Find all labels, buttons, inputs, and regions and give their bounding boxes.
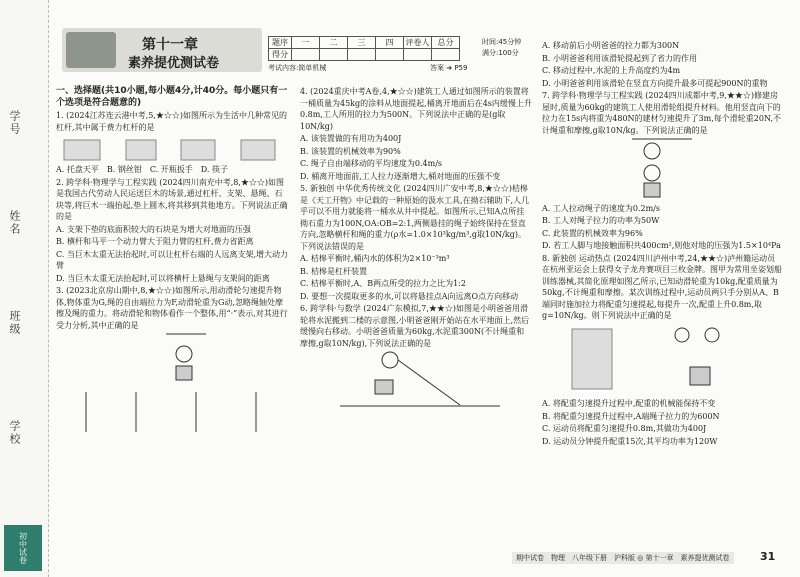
score-cell — [348, 49, 376, 61]
question-6: 6. 跨学科·与数学 (2024广东模拟,7,★★☆)如图是小明爸爸用滑轮将水泥搬到二楼的示意图,小明爸爸刚开始站在水平地面上,然后缓慢向右移动。小明爸爸质量为60kg,水泥重300N(不计绳重和摩擦,g取10N/kg),下列说法正确的是 — [300, 304, 530, 348]
q6-option-a: A. 移动前后小明爸爸的拉力都为300N — [542, 41, 680, 50]
q7-option-b: B. 工人对绳子拉力的功率为50W — [542, 216, 660, 225]
q8-option-a: A. 将配重匀速提升过程中,配重的机械能保持不变 — [542, 399, 716, 408]
chapter-title: 第十一章 — [142, 37, 198, 53]
question-2: 2. 跨学科·物理学与工程实践 (2024四川南充中考,8,★☆☆)如图是我国古代劳动人民运送巨木的场景,通过杠杆、支架、悬绳、石块等,将巨木一端抬起,垫上圆木,将其移到其他地方。下列说法正确的是 — [56, 177, 288, 221]
question-1: 1. (2024江苏连云港中考,5,★☆☆)如图所示为生活中几种常见的杠杆,其中属于费力杠杆的是 — [56, 111, 287, 132]
score-cell — [376, 49, 404, 61]
score-header: 二 — [320, 37, 348, 49]
q2-option-c: C. 当巨木太重无法抬起时,可以让杠杆右端的人远离支架,增大动力臂 — [56, 249, 289, 270]
q2-option-d: D. 当巨木太重无法抬起时,可以将横杆上悬绳与支架间的距离 — [56, 273, 270, 283]
score-header: 四 — [376, 37, 404, 49]
exam-scope: 考试内容:简单机械 — [268, 64, 327, 72]
score-header: 题序 — [269, 37, 292, 49]
exam-title: 素养提优测试卷 — [128, 56, 220, 71]
score-cell — [320, 49, 348, 61]
question-5: 5. 新独创 中华优秀传统文化 (2024四川广安中考,8,★☆☆)桔槔是《天工开物》中记载的一种原始的汲水工具,在拗石辅助下,人几乎可以不用力就能将一桶水从井中提起。如图所示,已知A点所挂拗石重力为100N,OA:OB=2:1,两侧悬挂的绳子始终保持在竖直方向,忽略横杆和绳的重力(ρ水=1.0×10³kg/m³,g取10N/kg)。下列说法错误的是 — [300, 184, 530, 251]
score-row-label: 得分 — [269, 49, 292, 61]
q6-option-d: D. 小明爸爸利用该滑轮在竖直方向提升最多可提起900N的重物 — [542, 78, 768, 88]
q4-option-c: C. 绳子自由端移动的平均速度为0.4m/s — [300, 159, 443, 168]
full-score: 满分:100分 — [482, 49, 519, 57]
worker-illustration — [66, 32, 116, 68]
class-label: 班级 — [8, 310, 21, 336]
score-header: 三 — [348, 37, 376, 49]
time-limit: 时间:45分钟 — [482, 38, 522, 46]
q2-option-a: A. 支架下垫的底面积较大的石块是为增大对地面的压强 — [56, 224, 251, 234]
q5-option-b: B. 桔槔是杠杆装置 — [300, 266, 367, 276]
column-1 — [56, 86, 288, 446]
q8-option-d: D. 运动员分钟提升配重15次,其平均功率为120W — [542, 436, 718, 446]
score-header: 评卷人 — [405, 38, 430, 47]
score-cell — [292, 49, 320, 61]
name-label: 姓名 — [8, 210, 21, 236]
column-3 — [542, 40, 782, 448]
q4-option-a: A. 该装置做的有用功为400J — [300, 134, 402, 143]
score-header: 一 — [292, 37, 320, 49]
q7-option-a: A. 工人拉动绳子的速度为0.2m/s — [542, 203, 660, 213]
answer-ref: 答案 ➜ P59 — [430, 64, 468, 72]
q5-option-c: C. 桔槔平衡时,A、B两点所受的拉力之比为1:2 — [300, 279, 466, 288]
page-number: 31 — [760, 550, 776, 563]
q6-option-b: B. 小明爸爸利用该滑轮提起到了省力的作用 — [542, 53, 697, 63]
question-4: 4. (2024重庆中考A卷,4,★☆☆)建筑工人通过如图所示的装置将一桶质量为45kg的涂料从地面提起,桶离开地面后在4s内缓慢上升0.8m,工人所用的拉力为500N。下列说法中正确的是(g取10N/kg) — [300, 87, 532, 131]
q6-pulley-diagram — [300, 350, 532, 410]
section-heading: 一、选择题(共10小题,每小题4分,计40分。每小题只有一个选项是符合题意的) — [56, 86, 288, 108]
q5-option-a: A. 桔槔平衡时,桶内水的体积为2×10⁻³m³ — [300, 254, 450, 263]
q7-pulley-diagram — [542, 137, 782, 199]
q6-option-c: C. 移动过程中,水泥的上升高度约为4m — [542, 66, 681, 75]
q5-option-d: D. 要想一次提取更多的水,可以将悬挂点A向远离O点方向移动 — [300, 291, 519, 301]
q7-option-c: C. 此装置的机械效率为96% — [542, 228, 643, 238]
q8-option-c: C. 运动员将配重匀速提升0.8m,其做功为400J — [542, 424, 707, 433]
tools-illustration — [56, 134, 288, 164]
student-number-label: 学号 — [8, 110, 21, 136]
time-info — [482, 37, 521, 59]
q4-option-b: B. 该装置的机械效率为90% — [300, 146, 401, 156]
q2-option-b: B. 横杆和马平一个动力臂大于阻力臂的杠杆,费力省距离 — [56, 237, 254, 246]
q1-options: A. 托盘天平 B. 钢丝钳 C. 开瓶扳手 D. 筷子 — [56, 165, 228, 174]
q8-option-b: B. 将配重匀速提升过程中,A端绳子拉力的为600N — [542, 411, 720, 421]
brand-logo: 初中试卷 — [4, 525, 42, 571]
question-3: 3. (2023北京房山期中,8,★☆☆)如图所示,用动滑轮匀速提升物体,物体重为G,绳的自由端拉力为F,动滑轮重为G动,忽略绳轴处摩擦及绳的重力。将动滑轮和物体看作一个整体,用“·”表示,对其进行受力分析,其中正确的是 — [56, 286, 288, 330]
question-7: 7. 跨学科·物理学与工程实践 (2024四川成都中考,9,★★☆)修建房屋时,质量为60kg的建筑工人使用滑轮组提升材料。他用竖直向下的拉力在15s内将重为480N的建材匀速提升了3m,每个滑轮重20N,不计绳重和摩擦,g取10N/kg。下列说法正确的是 — [542, 91, 781, 135]
score-header: 总分 — [432, 37, 460, 49]
binding-margin — [0, 0, 49, 577]
q3-pulley-diagram — [56, 332, 288, 442]
q7-option-d: D. 若工人脚与地接触面积共400cm²,则他对地的压强为1.5×10⁴Pa — [542, 241, 781, 250]
school-label: 学校 — [8, 420, 21, 446]
q4-option-d: D. 桶离开地面前,工人拉力逐渐增大,桶对地面的压强不变 — [300, 171, 501, 181]
q1-figures — [56, 134, 288, 164]
score-cell — [432, 49, 460, 61]
question-8: 8. 新独创 运动热点 (2024四川泸州中考,24,★★☆)泸州籍运动员在杭州亚运会上获得女子龙舟赛项目三枚金牌。图甲为常用坐姿划船训练器械,其简化原理如图乙所示,已知动滑轮重为10kg,配重质量为50kg,不计绳重和摩擦。某次训练过程中,运动员两只手分别从A、B端同时施加拉力将配重匀速提起,每提升一次,配重上升0.8m,取g=10N/kg。则下列说法中正确的是 — [542, 253, 782, 320]
footer: 期中试卷 物理 八年级下册 沪科版 ◎ 第十一章 素养提优测试卷 — [512, 552, 734, 564]
score-table — [268, 36, 460, 61]
score-cell — [404, 49, 432, 61]
title-banner — [62, 28, 262, 72]
q8-training-diagram — [542, 323, 782, 395]
column-2 — [300, 86, 532, 414]
